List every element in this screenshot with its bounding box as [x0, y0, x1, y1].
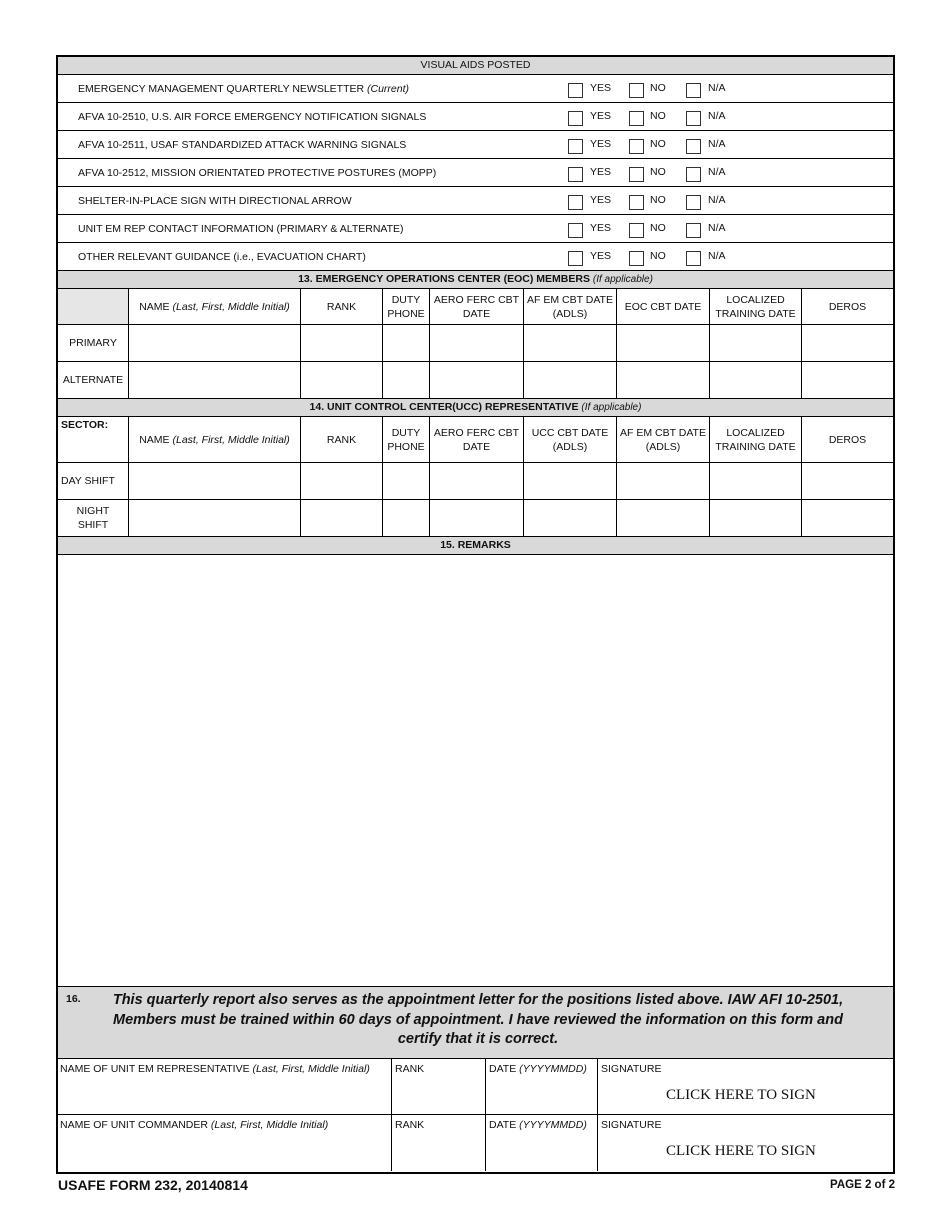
- localized-input-cell[interactable]: [709, 500, 801, 536]
- visual-aid-row: [58, 75, 893, 103]
- na-checkbox[interactable]: [686, 251, 701, 266]
- visual-aid-row: [58, 159, 893, 187]
- ucc-aero-ferc-header: AERO FERC CBT DATE: [429, 417, 523, 462]
- ucc-sector-cell: [58, 417, 128, 462]
- no-label: NO: [650, 166, 666, 178]
- rank-input-cell[interactable]: [300, 325, 382, 361]
- aero-ferc-input-cell[interactable]: [429, 463, 523, 499]
- yes-label: YES: [590, 222, 612, 234]
- commander-name-label: NAME OF UNIT COMMANDER (Last, First, Middle Initial): [60, 1119, 329, 1131]
- eoc-duty-phone-header: DUTY PHONE: [382, 289, 429, 324]
- name-input-cell[interactable]: [128, 325, 300, 361]
- ucc-header-row: [58, 417, 893, 463]
- date-a-input-cell[interactable]: [523, 500, 616, 536]
- yes-label: YES: [590, 166, 612, 178]
- visual-aid-label: AFVA 10-2511, USAF STANDARDIZED ATTACK WARNING SIGNALS: [78, 139, 407, 151]
- yes-checkbox[interactable]: [568, 195, 583, 210]
- yes-checkbox[interactable]: [568, 223, 583, 238]
- ucc-night-shift-row: [58, 500, 893, 537]
- visual-aid-label: EMERGENCY MANAGEMENT QUARTERLY NEWSLETTER (Current): [78, 83, 410, 95]
- visual-aid-row: [58, 131, 893, 159]
- visual-aids-list: [58, 75, 893, 271]
- ucc-section-header: 14. UNIT CONTROL CENTER(UCC) REPRESENTATIVE (If applicable): [58, 399, 893, 417]
- visual-aid-row: [58, 243, 893, 271]
- eoc-cbt-date-header: EOC CBT DATE: [616, 289, 709, 324]
- na-label: N/A: [708, 194, 726, 206]
- ucc-sector-label: SECTOR:: [61, 419, 109, 431]
- no-label: NO: [650, 222, 666, 234]
- visual-aid-label: UNIT EM REP CONTACT INFORMATION (PRIMARY & ALTERNATE): [78, 223, 404, 235]
- page-number: PAGE 2 of 2: [830, 1179, 895, 1191]
- localized-input-cell[interactable]: [709, 362, 801, 398]
- no-checkbox[interactable]: [629, 167, 644, 182]
- aero-ferc-input-cell[interactable]: [429, 325, 523, 361]
- no-checkbox[interactable]: [629, 139, 644, 154]
- eoc-deros-header: DEROS: [801, 289, 893, 324]
- aero-ferc-input-cell[interactable]: [429, 362, 523, 398]
- yes-label: YES: [590, 250, 612, 262]
- ucc-localized-header: LOCALIZED TRAINING DATE: [709, 417, 801, 462]
- na-checkbox[interactable]: [686, 167, 701, 182]
- name-input-cell[interactable]: [128, 463, 300, 499]
- no-checkbox[interactable]: [629, 223, 644, 238]
- em-rep-click-to-sign[interactable]: CLICK HERE TO SIGN: [666, 1087, 816, 1103]
- date-b-input-cell[interactable]: [616, 325, 709, 361]
- deros-input-cell[interactable]: [801, 325, 893, 361]
- na-label: N/A: [708, 110, 726, 122]
- ucc-name-header: NAME (Last, First, Middle Initial): [128, 417, 300, 462]
- eoc-name-header: NAME (Last, First, Middle Initial): [128, 289, 300, 324]
- no-label: NO: [650, 82, 666, 94]
- aero-ferc-input-cell[interactable]: [429, 500, 523, 536]
- em-rep-signature-field[interactable]: SIGNATURE CLICK HERE TO SIGN: [597, 1059, 893, 1114]
- na-label: N/A: [708, 222, 726, 234]
- eoc-rank-header: RANK: [300, 289, 382, 324]
- no-checkbox[interactable]: [629, 251, 644, 266]
- form-page: [56, 55, 895, 1174]
- localized-input-cell[interactable]: [709, 463, 801, 499]
- certification-text: This quarterly report also serves as the appointment letter for the positions listed above. IAW AFI 10-2501, Members must be trained within 60 days of appointment. I have reviewed the information on this form and certify that it is correct.: [112, 992, 844, 1047]
- duty-phone-input-cell[interactable]: [382, 362, 429, 398]
- visual-aid-row: [58, 187, 893, 215]
- eoc-alternate-row: [58, 362, 893, 399]
- deros-input-cell[interactable]: [801, 500, 893, 536]
- na-label: N/A: [708, 250, 726, 262]
- yes-checkbox[interactable]: [568, 167, 583, 182]
- remarks-field[interactable]: [58, 555, 893, 987]
- duty-phone-input-cell[interactable]: [382, 325, 429, 361]
- ucc-cbt-date-header: UCC CBT DATE (ADLS): [523, 417, 616, 462]
- em-rep-name-label: NAME OF UNIT EM REPRESENTATIVE (Last, First, Middle Initial): [60, 1063, 370, 1075]
- ucc-day-shift-label: DAY SHIFT: [61, 475, 115, 487]
- no-label: NO: [650, 194, 666, 206]
- eoc-localized-header: LOCALIZED TRAINING DATE: [709, 289, 801, 324]
- remarks-header: 15. REMARKS: [58, 537, 893, 555]
- visual-aid-row: [58, 103, 893, 131]
- visual-aid-label: AFVA 10-2512, MISSION ORIENTATED PROTECTIVE POSTURES (MOPP): [78, 167, 437, 179]
- eoc-primary-row: [58, 325, 893, 362]
- form-id: USAFE FORM 232, 20140814: [58, 1177, 248, 1193]
- na-label: N/A: [708, 138, 726, 150]
- na-checkbox[interactable]: [686, 223, 701, 238]
- rank-input-cell[interactable]: [300, 362, 382, 398]
- eoc-section-header: 13. EMERGENCY OPERATIONS CENTER (EOC) MEMBERS (If applicable): [58, 271, 893, 289]
- date-a-input-cell[interactable]: [523, 325, 616, 361]
- eoc-aero-ferc-header: AERO FERC CBT DATE: [429, 289, 523, 324]
- em-rep-date-field[interactable]: DATE (YYYYMMDD): [485, 1059, 597, 1114]
- ucc-day-shift-row: [58, 463, 893, 500]
- yes-checkbox[interactable]: [568, 83, 583, 98]
- date-b-input-cell[interactable]: [616, 362, 709, 398]
- visual-aid-label: SHELTER-IN-PLACE SIGN WITH DIRECTIONAL ARROW: [78, 195, 352, 207]
- na-label: N/A: [708, 166, 726, 178]
- name-input-cell[interactable]: [128, 362, 300, 398]
- commander-signature-field[interactable]: SIGNATURE CLICK HERE TO SIGN: [597, 1115, 893, 1171]
- no-label: NO: [650, 250, 666, 262]
- eoc-corner-cell: [58, 289, 128, 324]
- na-checkbox[interactable]: [686, 139, 701, 154]
- duty-phone-input-cell[interactable]: [382, 463, 429, 499]
- na-checkbox[interactable]: [686, 83, 701, 98]
- visual-aid-label: OTHER RELEVANT GUIDANCE (i.e., EVACUATION CHART): [78, 251, 366, 263]
- yes-checkbox[interactable]: [568, 251, 583, 266]
- ucc-duty-phone-header: DUTY PHONE: [382, 417, 429, 462]
- ucc-night-shift-label: NIGHT SHIFT: [76, 505, 110, 531]
- eoc-primary-label: PRIMARY: [69, 337, 117, 349]
- commander-click-to-sign[interactable]: CLICK HERE TO SIGN: [666, 1143, 816, 1159]
- name-input-cell[interactable]: [128, 500, 300, 536]
- rank-input-cell[interactable]: [300, 500, 382, 536]
- duty-phone-input-cell[interactable]: [382, 500, 429, 536]
- commander-date-field[interactable]: DATE (YYYYMMDD): [485, 1115, 597, 1171]
- date-b-input-cell[interactable]: [616, 463, 709, 499]
- yes-checkbox[interactable]: [568, 139, 583, 154]
- visual-aid-label: AFVA 10-2510, U.S. AIR FORCE EMERGENCY NOTIFICATION SIGNALS: [78, 111, 427, 123]
- commander-rank-field[interactable]: RANK: [391, 1115, 485, 1171]
- no-label: NO: [650, 138, 666, 150]
- no-checkbox[interactable]: [629, 111, 644, 126]
- deros-input-cell[interactable]: [801, 362, 893, 398]
- eoc-header-row: [58, 289, 893, 325]
- eoc-alternate-label: ALTERNATE: [62, 374, 124, 386]
- ucc-af-em-cbt-header: AF EM CBT DATE (ADLS): [616, 417, 709, 462]
- yes-label: YES: [590, 82, 612, 94]
- visual-aids-header: VISUAL AIDS POSTED: [58, 57, 893, 75]
- no-checkbox[interactable]: [629, 195, 644, 210]
- commander-signature-row: [58, 1115, 893, 1171]
- ucc-rank-header: RANK: [300, 417, 382, 462]
- na-label: N/A: [708, 82, 726, 94]
- visual-aid-row: [58, 215, 893, 243]
- na-checkbox[interactable]: [686, 111, 701, 126]
- date-a-input-cell[interactable]: [523, 362, 616, 398]
- yes-label: YES: [590, 138, 612, 150]
- certification-number: 16.: [66, 993, 81, 1005]
- em-rep-signature-row: [58, 1059, 893, 1115]
- no-checkbox[interactable]: [629, 83, 644, 98]
- date-a-input-cell[interactable]: [523, 463, 616, 499]
- eoc-af-em-cbt-header: AF EM CBT DATE (ADLS): [523, 289, 616, 324]
- no-label: NO: [650, 110, 666, 122]
- date-b-input-cell[interactable]: [616, 500, 709, 536]
- localized-input-cell[interactable]: [709, 325, 801, 361]
- yes-label: YES: [590, 194, 612, 206]
- yes-label: YES: [590, 110, 612, 122]
- rank-input-cell[interactable]: [300, 463, 382, 499]
- em-rep-rank-field[interactable]: RANK: [391, 1059, 485, 1114]
- deros-input-cell[interactable]: [801, 463, 893, 499]
- na-checkbox[interactable]: [686, 195, 701, 210]
- certification-block: [58, 987, 893, 1059]
- ucc-deros-header: DEROS: [801, 417, 893, 462]
- yes-checkbox[interactable]: [568, 111, 583, 126]
